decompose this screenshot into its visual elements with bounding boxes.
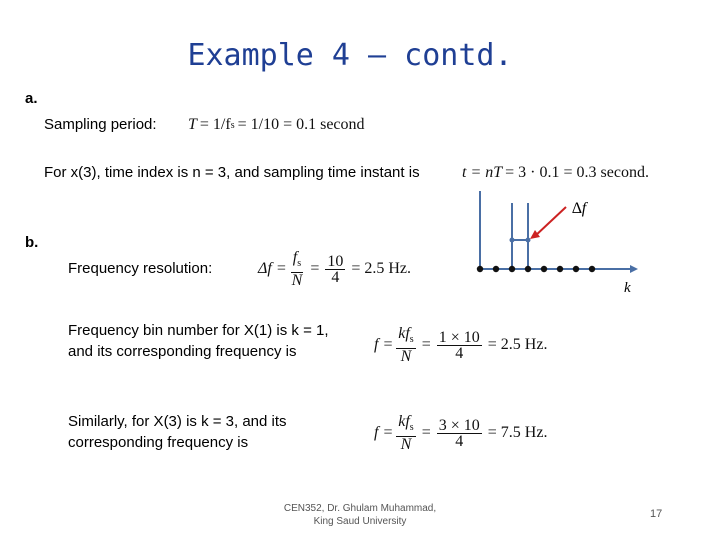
delta-f-arrow (534, 207, 566, 237)
section-a-letter: a. (25, 90, 38, 107)
formula-t-eq1: = 1/f (199, 116, 231, 133)
bin3-formula (374, 414, 550, 452)
bin-dot (509, 266, 515, 272)
df-den2: 4 (331, 268, 340, 286)
f3-eq: = (421, 424, 431, 441)
bin3-label-line2: corresponding frequency is (68, 434, 249, 451)
formula-t-sub: s (230, 119, 235, 131)
resolution-formula (258, 250, 414, 288)
bin-dot (557, 266, 563, 272)
f3-result: = 7.5 Hz. (487, 424, 548, 441)
bin1-label-line1: Frequency bin number for X(1) is k = 1, (68, 322, 329, 339)
df-num-sub: s (297, 258, 302, 270)
k-axis-label: k (624, 280, 631, 295)
f3-num2: 3 × 10 (438, 416, 480, 434)
bin-dot (589, 266, 595, 272)
bin-dot (573, 266, 579, 272)
f1-num: kf (398, 325, 410, 343)
formula-time-lhs: t = nT (462, 164, 503, 181)
k-axis-arrow-head (630, 265, 638, 273)
df-den: N (291, 271, 303, 289)
slide-title: Example 4 – contd. (187, 38, 513, 73)
f1-frac2 (437, 330, 482, 361)
delta-f-arrow-head (530, 230, 540, 239)
df-frac2 (325, 254, 345, 285)
bin-dot (541, 266, 547, 272)
bin1-formula (374, 326, 550, 364)
footer-credit (270, 502, 450, 528)
df-result: = 2.5 Hz. (351, 260, 412, 277)
delta-f-label: ∆f (572, 200, 587, 217)
f3-den2: 4 (455, 432, 464, 450)
bin-dot (493, 266, 499, 272)
f1-frac1 (396, 326, 415, 363)
df-num: f (292, 249, 298, 267)
f1-eq: = (421, 336, 431, 353)
f3-num: kf (398, 413, 410, 431)
formula-t-lhs: T (188, 116, 197, 133)
f1-den: N (400, 347, 412, 365)
section-b-letter: b. (25, 234, 39, 251)
df-eq: = (310, 260, 320, 277)
f1-lhs: f = (374, 336, 394, 353)
f3-frac1 (396, 414, 415, 451)
footer-line2: King Saud University (313, 516, 407, 527)
f3-frac2 (437, 418, 482, 449)
delta-f-span-dot (510, 238, 515, 243)
sampling-period-label: Sampling period: (44, 116, 157, 133)
f3-den: N (400, 435, 412, 453)
f3-lhs: f = (374, 424, 394, 441)
bin1-label-line2: and its corresponding frequency is (68, 343, 297, 360)
f1-num2: 1 × 10 (438, 328, 480, 346)
f1-result: = 2.5 Hz. (487, 336, 548, 353)
bin3-label-line1: Similarly, for X(3) is k = 3, and its (68, 413, 287, 430)
sampling-period-formula (188, 114, 368, 136)
bin-dot (525, 266, 531, 272)
formula-t-eq2: = 1/10 = 0.1 second (237, 116, 365, 133)
f3-num-sub: s (409, 422, 414, 434)
formula-time-eq: = 3 · 0.1 = 0.3 second. (505, 164, 649, 181)
resolution-label: Frequency resolution: (68, 260, 213, 277)
df-num2: 10 (327, 252, 344, 270)
frequency-bin-diagram (440, 185, 650, 295)
f1-den2: 4 (455, 344, 464, 362)
df-lhs: Δf = (258, 260, 287, 277)
time-instant-formula (462, 162, 652, 184)
page-number: 17 (650, 508, 663, 520)
delta-f-span-dot (526, 238, 531, 243)
time-instant-label: For x(3), time index is n = 3, and sampling time instant is (44, 164, 420, 181)
footer-line1: CEN352, Dr. Ghulam Muhammad, (283, 503, 437, 514)
bin-dot (477, 266, 483, 272)
f1-num-sub: s (409, 334, 414, 346)
df-frac1 (290, 250, 305, 287)
